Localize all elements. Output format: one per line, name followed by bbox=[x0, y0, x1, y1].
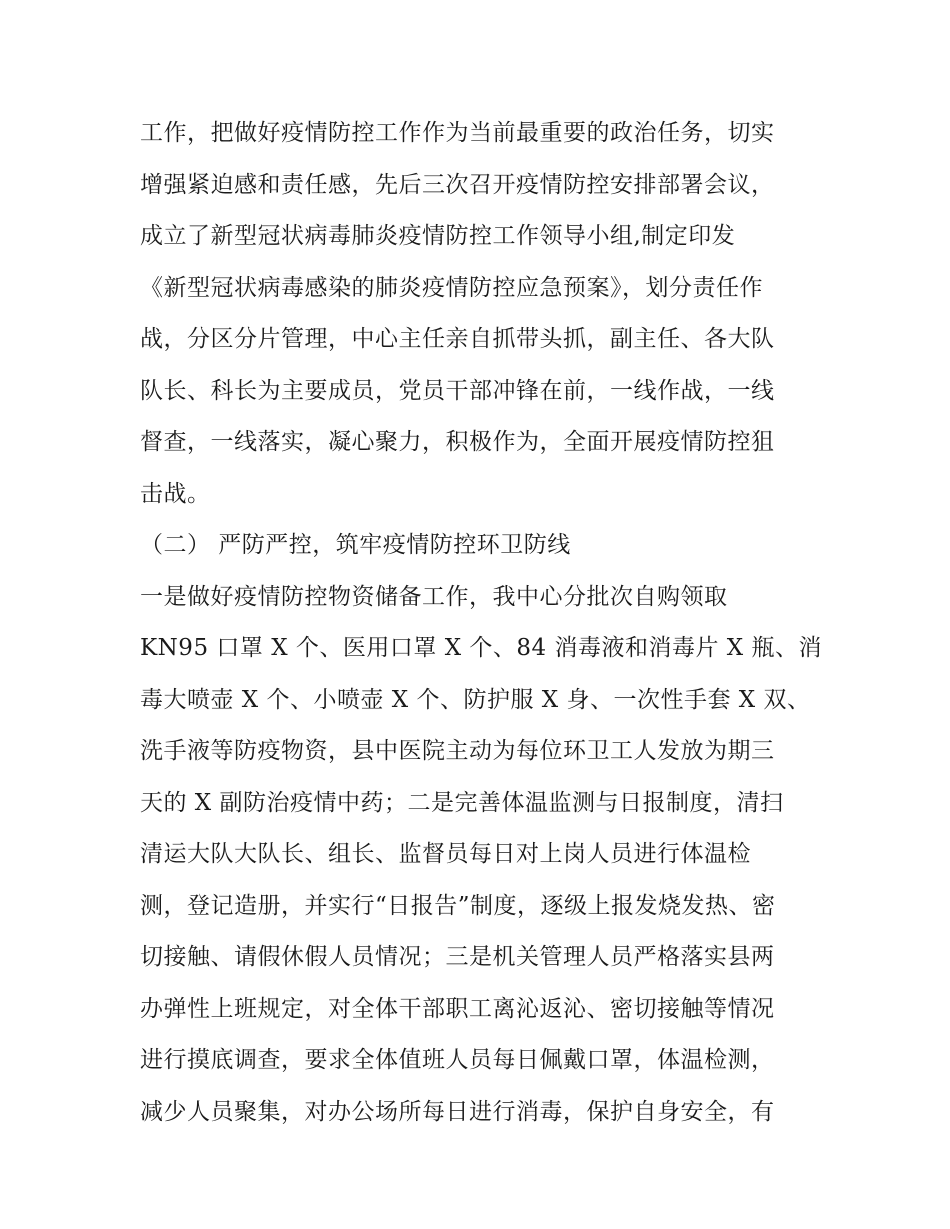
text-line: 切接触、请假休假人员情况；三是机关管理人员严格落实县两 bbox=[140, 944, 775, 970]
text-line: 测，登记造册，并实行“日报告”制度，逐级上报发烧发热、密 bbox=[140, 892, 776, 919]
text-line: 队长、科长为主要成员，党员干部冲锋在前，一线作战，一线 bbox=[140, 377, 775, 404]
text-line: 增强紧迫感和责任感，先后三次召开疫情防控安排部署会议， bbox=[140, 171, 775, 198]
text-line: 清运大队大队长、组长、监督员每日对上岗人员进行体温检 bbox=[140, 841, 751, 867]
text-line: 《新型冠状病毒感染的肺炎疫情防控应急预案》，划分责任作 bbox=[140, 274, 763, 301]
text-line: 办弹性上班规定，对全体干部职工离沁返沁、密切接触等情况 bbox=[140, 995, 775, 1022]
text-line: 进行摸底调查，要求全体值班人员每日佩戴口罩，体温检测， bbox=[140, 1047, 775, 1073]
text-line: 减少人员聚集，对办公场所每日进行消毒，保护自身安全，有 bbox=[140, 1098, 775, 1125]
text-line: 工作，把做好疫情防控工作作为当前最重要的政治任务，切实 bbox=[140, 120, 775, 146]
text-line: 成立了新型冠状病毒肺炎疫情防控工作领导小组,制定印发 bbox=[140, 223, 736, 249]
text-line: 督查，一线落实，凝心聚力，积极作为，全面开展疫情防控狙 bbox=[140, 429, 775, 455]
section-heading: （二） 严防严控，筑牢疫情防控环卫防线 bbox=[140, 532, 571, 558]
body-text bbox=[140, 108, 820, 1138]
text-line: 天的 X 副防治疫情中药；二是完善体温监测与日报制度，清扫 bbox=[140, 789, 784, 816]
text-line: 洗手液等防疫物资，县中医院主动为每位环卫工人发放为期三 bbox=[140, 738, 775, 764]
text-line: KN95 口罩 X 个、医用口罩 X 个、84 消毒液和消毒片 X 瓶、消 bbox=[140, 635, 822, 661]
text-line: 毒大喷壶 X 个、小喷壶 X 个、防护服 X 身、一次性手套 X 双、 bbox=[140, 686, 811, 713]
text-line: 一是做好疫情防控物资储备工作，我中心分批次自购领取 bbox=[140, 583, 728, 610]
text-line: 战，分区分片管理，中心主任亲自抓带头抓，副主任、各大队 bbox=[140, 326, 775, 352]
text-line: 击战。 bbox=[140, 480, 211, 507]
